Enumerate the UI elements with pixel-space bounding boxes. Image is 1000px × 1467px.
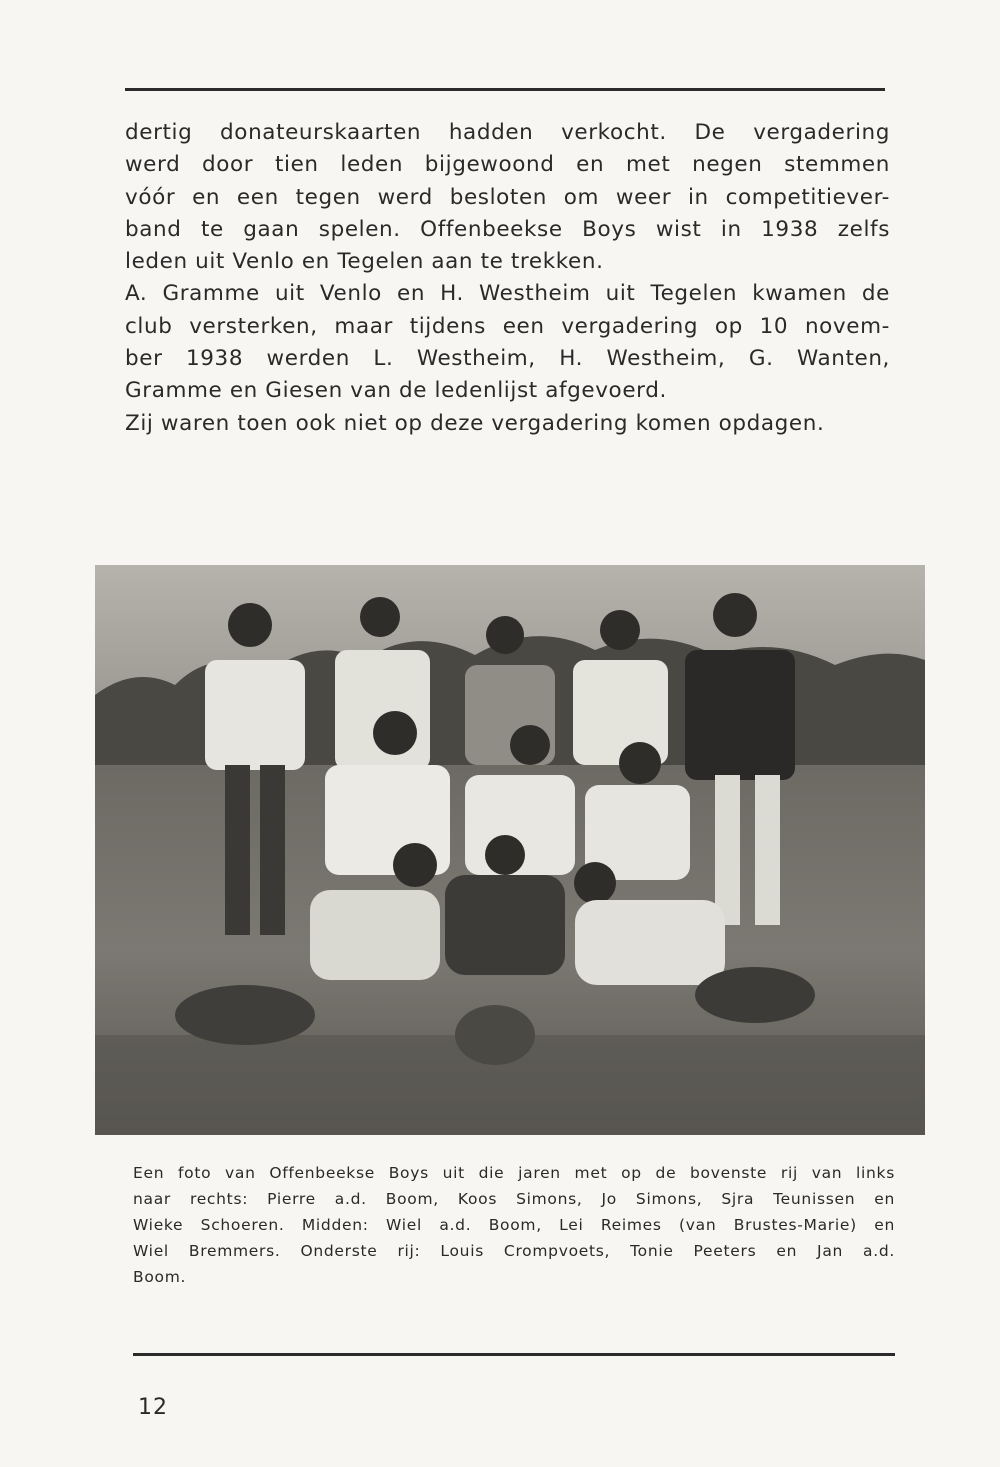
page-number: 12 <box>138 1395 168 1420</box>
body-line: Gramme en Giesen van de ledenlijst afgevoerd. <box>125 378 667 404</box>
bottom-rule <box>133 1353 895 1356</box>
top-rule <box>125 88 885 91</box>
body-line: dertig donateurskaarten hadden verkocht. De vergadering <box>125 120 890 145</box>
body-line: Zij waren toen ook niet op deze vergadering komen opdagen. <box>125 410 825 436</box>
body-line: vóór en een tegen werd besloten om weer in competitiever- <box>125 184 890 210</box>
team-photo <box>95 565 925 1135</box>
body-line: band te gaan spelen. Offenbeekse Boys wist in 1938 zelfs <box>125 216 890 242</box>
caption-line: Boom. <box>133 1268 187 1286</box>
caption-line: Wiel Bremmers. Onderste rij: Louis Crompvoets, Tonie Peeters en Jan a.d. <box>133 1242 895 1260</box>
caption-line: Een foto van Offenbeekse Boys uit die jaren met op de bovenste rij van links <box>133 1164 895 1182</box>
body-line: club versterken, maar tijdens een vergadering op 10 novem- <box>125 313 890 339</box>
caption-line: Wieke Schoeren. Midden: Wiel a.d. Boom, Lei Reimes (van Brustes-Marie) en <box>133 1216 895 1234</box>
body-line: A. Gramme uit Venlo en H. Westheim uit Tegelen kwamen de <box>125 281 890 307</box>
body-line: werd door tien leden bijgewoond en met negen stemmen <box>125 152 890 178</box>
body-paragraph <box>125 117 890 440</box>
caption-line: naar rechts: Pierre a.d. Boom, Koos Simons, Jo Simons, Sjra Teunissen en <box>133 1190 895 1208</box>
body-line: leden uit Venlo en Tegelen aan te trekken. <box>125 249 604 275</box>
photo-caption <box>133 1160 895 1290</box>
body-line: ber 1938 werden L. Westheim, H. Westheim, G. Wanten, <box>125 346 890 372</box>
team-photo-image <box>95 565 925 1135</box>
